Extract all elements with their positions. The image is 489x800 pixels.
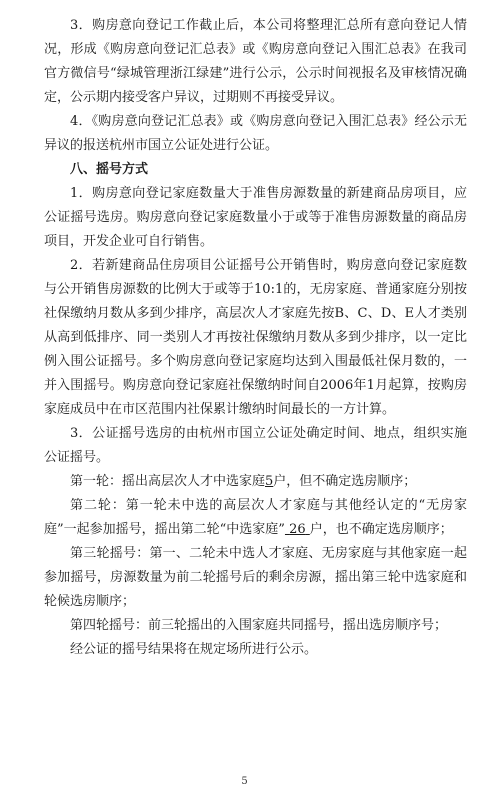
paragraph-notarization: 4．《购房意向登记汇总表》或《购房意向登记入围汇总表》经公示无异议的报送杭州市国立公证处进行公证。 xyxy=(44,114,467,153)
round-2-suffix: 户，也不确定选房顺序； xyxy=(309,522,453,537)
paragraph-registration-summary: 3．购房意向登记工作截止后，本公司将整理汇总所有意向登记人情况，形成《购房意向登记汇总表》或《购房意向登记入围汇总表》在我司官方微信号“绿城管理浙江绿建”进行公示，公示时间视报名及审核情况确定，公示期内接受客户异议，过期则不再接受异议。 xyxy=(44,18,467,105)
paragraph-round-3: 第三轮摇号：第一、二轮未中选人才家庭、无房家庭与其他家庭一起参加摇号，房源数量为前二轮摇号后的剩余房源，摇出第三轮中选家庭和轮候选房顺序； xyxy=(44,546,467,609)
paragraph-lottery-rule-1: 1．购房意向登记家庭数量大于准售房源数量的新建商品房项目，应公证摇号选房。购房意向登记家庭数量小于或等于准售房源数量的商品房项目，开发企业可自行销售。 xyxy=(44,186,467,249)
round-2-prefix: 第二轮：第一轮未中选的高层次人才家庭与其他经认定的“无房家庭”一起参加摇号，摇出第二轮“中选家庭” xyxy=(44,498,467,537)
document-body xyxy=(44,14,467,662)
round-1-count: 5 xyxy=(265,474,274,489)
section-heading-lottery: 八、摇号方式 xyxy=(70,162,149,177)
paragraph-closing: 经公证的摇号结果将在规定场所进行公示。 xyxy=(70,642,318,657)
paragraph-round-4: 第四轮摇号：前三轮摇出的入围家庭共同摇号，摇出选房顺序号； xyxy=(70,618,448,633)
paragraph-round-1 xyxy=(44,470,467,494)
page-number: 5 xyxy=(241,776,248,787)
round-1-prefix: 第一轮：摇出高层次人才中选家庭 xyxy=(70,474,266,489)
round-1-suffix: 户，但不确定选房顺序； xyxy=(273,474,417,489)
round-2-count: 26 xyxy=(289,522,306,537)
paragraph-lottery-rule-2: 2．若新建商品住房项目公证摇号公开销售时，购房意向登记家庭数与公开销售房源数的比例大于或等于10:1的，无房家庭、普通家庭分别按社保缴纳月数从多到少排序，高层次人才家庭先按B、C、D、E人才类别从高到低排序、同一类别人才再按社保缴纳月数从多到少排序，以一定比例入围公证摇号。多个购房意向登记家庭均达到入围最低社保月数的，一并入围摇号。购房意向登记家庭社保缴纳时间自2006年1月起算，按购房家庭成员中在市区范围内社保累计缴纳时间最长的一方计算。 xyxy=(44,258,467,417)
paragraph-round-2 xyxy=(44,494,467,542)
paragraph-lottery-rule-3: 3．公证摇号选房的由杭州市国立公证处确定时间、地点，组织实施公证摇号。 xyxy=(44,426,467,465)
